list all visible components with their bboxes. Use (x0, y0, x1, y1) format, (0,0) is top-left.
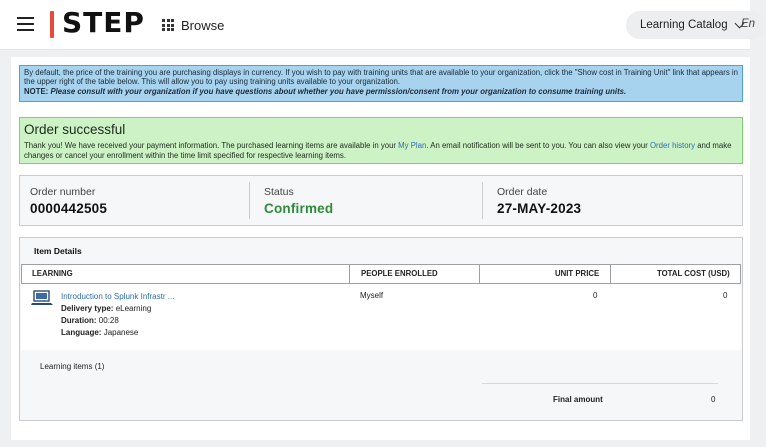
people-enrolled-value: Myself (360, 291, 384, 300)
success-text-3: and make changes or cancel your enrollment within the time limit specified for respective learning items. (24, 141, 732, 160)
order-summary (19, 175, 743, 226)
column-divider (479, 265, 480, 283)
final-amount-divider (482, 383, 718, 384)
browse-button[interactable] (162, 16, 224, 34)
duration (61, 316, 119, 325)
language (61, 328, 138, 337)
column-header-total-cost: TOTAL COST (USD) (657, 269, 730, 278)
order-date-block (497, 176, 581, 225)
table-header (21, 264, 741, 284)
top-header (0, 0, 756, 50)
hamburger-menu-icon[interactable] (17, 17, 34, 31)
status-block (264, 176, 333, 225)
delivery-type-label: Delivery type: (61, 304, 114, 313)
total-cost-value: 0 (723, 291, 728, 300)
item-details-section (19, 237, 743, 421)
duration-value: 00:28 (98, 316, 119, 325)
app-logo[interactable]: STEP (62, 6, 145, 39)
success-message (24, 141, 738, 161)
order-confirmation-panel (11, 57, 750, 440)
logo-accent-bar (50, 11, 54, 38)
order-number-value: 0000442505 (30, 201, 108, 216)
language-value: Japanese (103, 328, 139, 337)
note-text: Please consult with your organization if you have questions about whether you have permission/consent from your organization to consume training units. (50, 86, 627, 96)
learning-catalog-label: Learning Catalog (640, 19, 728, 31)
language-label: Language: (61, 328, 102, 337)
my-plan-link[interactable]: My Plan (398, 141, 427, 150)
unit-price-value: 0 (593, 291, 598, 300)
grid-icon (162, 19, 174, 31)
language-selector[interactable]: En (741, 18, 756, 30)
delivery-type (61, 304, 151, 313)
summary-divider (249, 182, 250, 219)
column-header-learning: LEARNING (32, 269, 73, 278)
delivery-type-value: eLearning (115, 304, 152, 313)
column-divider (610, 265, 611, 283)
order-number-block (30, 176, 107, 225)
laptop-icon (31, 290, 54, 306)
success-text-2: . An email notification will be sent to you. You can also view your (426, 141, 650, 150)
duration-label: Duration: (61, 316, 97, 325)
browse-label: Browse (181, 17, 225, 33)
column-header-people-enrolled: PEOPLE ENROLLED (361, 269, 438, 278)
order-history-link[interactable]: Order history (649, 141, 696, 150)
summary-divider (482, 182, 483, 219)
order-number-label: Order number (30, 186, 96, 198)
status-label: Status (264, 186, 294, 198)
order-success-banner (19, 117, 743, 164)
order-date-label: Order date (497, 186, 548, 198)
table-row (21, 284, 741, 350)
note-label: NOTE: (24, 86, 49, 96)
status-value: Confirmed (264, 201, 334, 216)
order-date-value: 27-MAY-2023 (497, 201, 582, 216)
item-details-title: Item Details (34, 246, 82, 256)
currency-info-banner (19, 65, 743, 102)
final-amount-value: 0 (711, 395, 716, 404)
info-text: By default, the price of the training you are purchasing displays in currency. If you wish to pay with training units that are available to your organization, click the "Show cost in Training Unit" link that appears in the upper right of the table below. This will allow you to pay using training units available to your organization. (24, 68, 738, 87)
success-title: Order successful (24, 122, 126, 137)
success-text-1: Thank you! We have received your payment information. The purchased learning items are available in your (24, 141, 399, 150)
course-title-link[interactable]: Introduction to Splunk Infrastr ... (61, 292, 175, 301)
column-header-unit-price: UNIT PRICE (555, 269, 600, 278)
final-amount-label: Final amount (553, 395, 603, 404)
learning-items-count: Learning items (1) (40, 362, 105, 371)
column-divider (349, 265, 350, 283)
